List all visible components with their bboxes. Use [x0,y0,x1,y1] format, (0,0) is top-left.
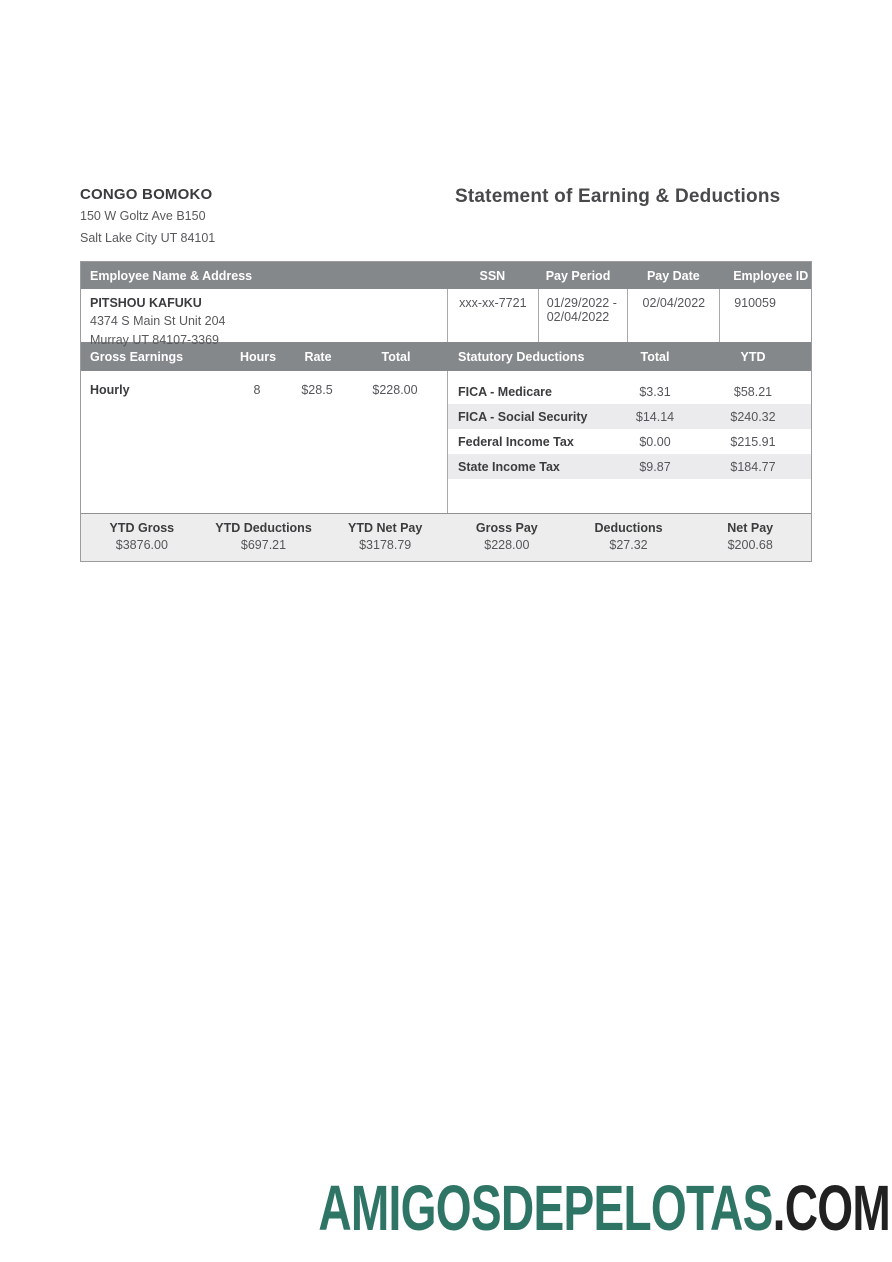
deductions-header-group [448,350,811,364]
deduction-row-ytd: $58.21 [733,384,773,399]
summary-label: YTD Gross [109,521,175,535]
summary-label: YTD Net Pay [348,521,423,535]
deduction-row-label: Federal Income Tax [458,434,574,449]
summary-net-pay [689,521,811,561]
header-employee-id: Employee ID [733,268,809,283]
header-pay-period: Pay Period [545,268,611,283]
watermark-brand: AMIGOSDEPELOTAS [318,1172,773,1244]
earnings-header-group [81,350,448,364]
deduction-row-total: $9.87 [639,459,671,474]
deduction-row [448,404,811,429]
earnings-deductions-content [81,371,811,513]
deduction-row-ytd: $240.32 [730,409,776,424]
deduction-row [448,454,811,479]
summary-ytd-gross [81,521,203,561]
summary-gross-pay [446,521,568,561]
employee-address-line1: 4374 S Main St Unit 204 [90,314,226,328]
summary-deductions [568,521,690,561]
company-block [80,186,215,247]
summary-row [81,513,811,561]
header-pay-date: Pay Date [646,268,700,283]
header-deductions-total: Total [640,349,670,364]
company-address-line1: 150 W Goltz Ave B150 [80,209,206,223]
earnings-row-hours: 8 [253,382,261,397]
earnings-row [81,377,447,402]
deduction-row-label: State Income Tax [458,459,560,474]
summary-ytd-net-pay [324,521,446,561]
employee-name-address-cell [81,289,447,347]
deduction-row-total: $14.14 [635,409,675,424]
deduction-row-ytd: $184.77 [730,459,776,474]
earnings-row-total: $228.00 [372,382,418,397]
earnings-row-rate: $28.5 [301,382,333,397]
header-employee-name-address: Employee Name & Address [90,268,253,283]
summary-label: YTD Deductions [215,521,312,535]
deduction-row [448,429,811,454]
header-statutory-deductions: Statutory Deductions [458,349,585,364]
summary-label: Deductions [594,521,663,535]
company-name: CONGO BOMOKO [80,186,213,203]
header-ssn: SSN [479,268,506,283]
deduction-row-total: $3.31 [639,384,671,399]
header-rate: Rate [304,349,332,364]
summary-label: Gross Pay [475,521,538,535]
paystub-table [80,261,812,562]
deduction-row [448,379,811,404]
employee-address-line2: Murray UT 84107-3369 [90,333,220,347]
summary-value: $697.21 [240,538,287,552]
employee-header-row [81,262,811,289]
watermark-tld: .COM [772,1172,890,1244]
summary-ytd-deductions [203,521,325,561]
summary-value: $3178.79 [359,538,412,552]
page-title: Statement of Earning & Deductions [455,186,781,207]
header-deductions-ytd: YTD [740,349,766,364]
employee-name: PITSHOU KAFUKU [90,296,202,310]
header-gross-earnings: Gross Earnings [90,349,184,364]
summary-label: Net Pay [727,521,774,535]
employee-id: 910059 [719,289,811,342]
earnings-row-label: Hourly [90,382,130,397]
summary-value: $27.32 [609,538,648,552]
employee-ssn: xxx-xx-7721 [447,289,538,342]
summary-value: $200.68 [727,538,773,552]
employee-pay-period: 01/29/2022 - 02/04/2022 [538,289,628,342]
header-hours: Hours [239,349,277,364]
deduction-row-label: FICA - Medicare [458,384,553,399]
header-earnings-total: Total [381,349,411,364]
deduction-row-label: FICA - Social Security [458,409,588,424]
deduction-row-total: $0.00 [639,434,671,449]
employee-pay-date: 02/04/2022 [627,289,719,342]
employee-data-row [81,289,811,347]
site-watermark [318,1171,890,1245]
summary-value: $3876.00 [115,538,168,552]
earnings-section [81,371,448,513]
summary-value: $228.00 [484,538,530,552]
company-address-line2: Salt Lake City UT 84101 [80,231,216,245]
deduction-row-ytd: $215.91 [730,434,776,449]
deductions-section [448,371,811,513]
